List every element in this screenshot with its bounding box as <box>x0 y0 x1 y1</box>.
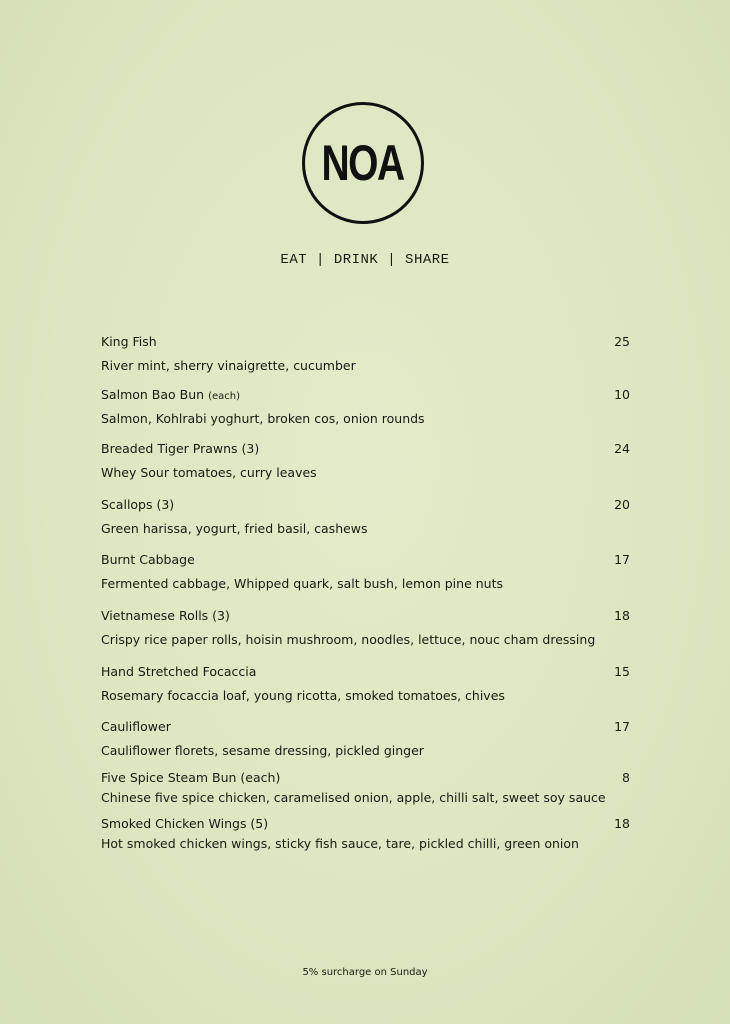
item-title: Vietnamese Rolls (3) <box>101 608 230 623</box>
menu-item <box>101 663 630 704</box>
item-title: Scallops (3) <box>101 497 175 512</box>
item-title: Cauliflower <box>101 719 171 734</box>
item-description: Rosemary focaccia loaf, young ricotta, smoked tomatoes, chives <box>101 688 505 703</box>
item-title: King Fish <box>101 334 157 349</box>
item-title: Salmon Bao Bun <box>101 387 205 402</box>
menu-item <box>101 607 630 648</box>
item-title: Breaded Tiger Prawns (3) <box>101 441 260 456</box>
menu-item <box>101 551 630 592</box>
item-description: River mint, sherry vinaigrette, cucumber <box>101 358 356 373</box>
item-title: Five Spice Steam Bun (each) <box>101 770 281 785</box>
tagline: EAT | DRINK | SHARE <box>280 252 450 268</box>
menu-item <box>101 769 630 806</box>
item-note: (each) <box>208 391 240 402</box>
surcharge-note: 5% surcharge on Sunday <box>302 967 428 978</box>
menu-item <box>101 440 630 481</box>
item-price: 18 <box>614 608 630 623</box>
item-name <box>101 718 171 737</box>
item-price: 8 <box>622 770 630 785</box>
item-name <box>101 815 268 834</box>
item-name <box>101 663 256 682</box>
menu-item <box>101 333 630 374</box>
item-description: Salmon, Kohlrabi yoghurt, broken cos, onion rounds <box>101 411 425 426</box>
item-name <box>101 607 230 626</box>
item-price: 18 <box>614 816 630 831</box>
item-name <box>101 551 195 570</box>
menu-item <box>101 496 630 537</box>
item-title: Burnt Cabbage <box>101 552 195 567</box>
item-price: 24 <box>614 441 630 456</box>
item-description: Green harissa, yogurt, fried basil, cashews <box>101 521 368 536</box>
item-name <box>101 333 157 352</box>
item-price: 17 <box>614 552 630 567</box>
item-price: 10 <box>614 387 630 402</box>
item-title: Smoked Chicken Wings (5) <box>101 816 269 831</box>
item-price: 20 <box>614 497 630 512</box>
menu-item <box>101 386 630 427</box>
noa-logo <box>302 102 424 224</box>
item-description: Chinese five spice chicken, caramelised onion, apple, chilli salt, sweet soy sauce <box>101 790 606 805</box>
logo-text: NOA <box>321 135 404 191</box>
item-name <box>101 440 259 459</box>
item-price: 15 <box>614 664 630 679</box>
item-name <box>101 496 174 515</box>
item-name <box>101 769 280 788</box>
item-description: Hot smoked chicken wings, sticky fish sauce, tare, pickled chilli, green onion <box>101 836 579 851</box>
item-description: Crispy rice paper rolls, hoisin mushroom, noodles, lettuce, nouc cham dressing <box>101 632 596 647</box>
item-description: Fermented cabbage, Whipped quark, salt bush, lemon pine nuts <box>101 576 503 591</box>
menu-item <box>101 718 630 759</box>
item-price: 25 <box>614 334 630 349</box>
menu-item <box>101 815 630 852</box>
item-description: Cauliflower florets, sesame dressing, pickled ginger <box>101 743 424 758</box>
item-title: Hand Stretched Focaccia <box>101 664 257 679</box>
item-description: Whey Sour tomatoes, curry leaves <box>101 465 317 480</box>
item-name <box>101 386 240 405</box>
item-price: 17 <box>614 719 630 734</box>
